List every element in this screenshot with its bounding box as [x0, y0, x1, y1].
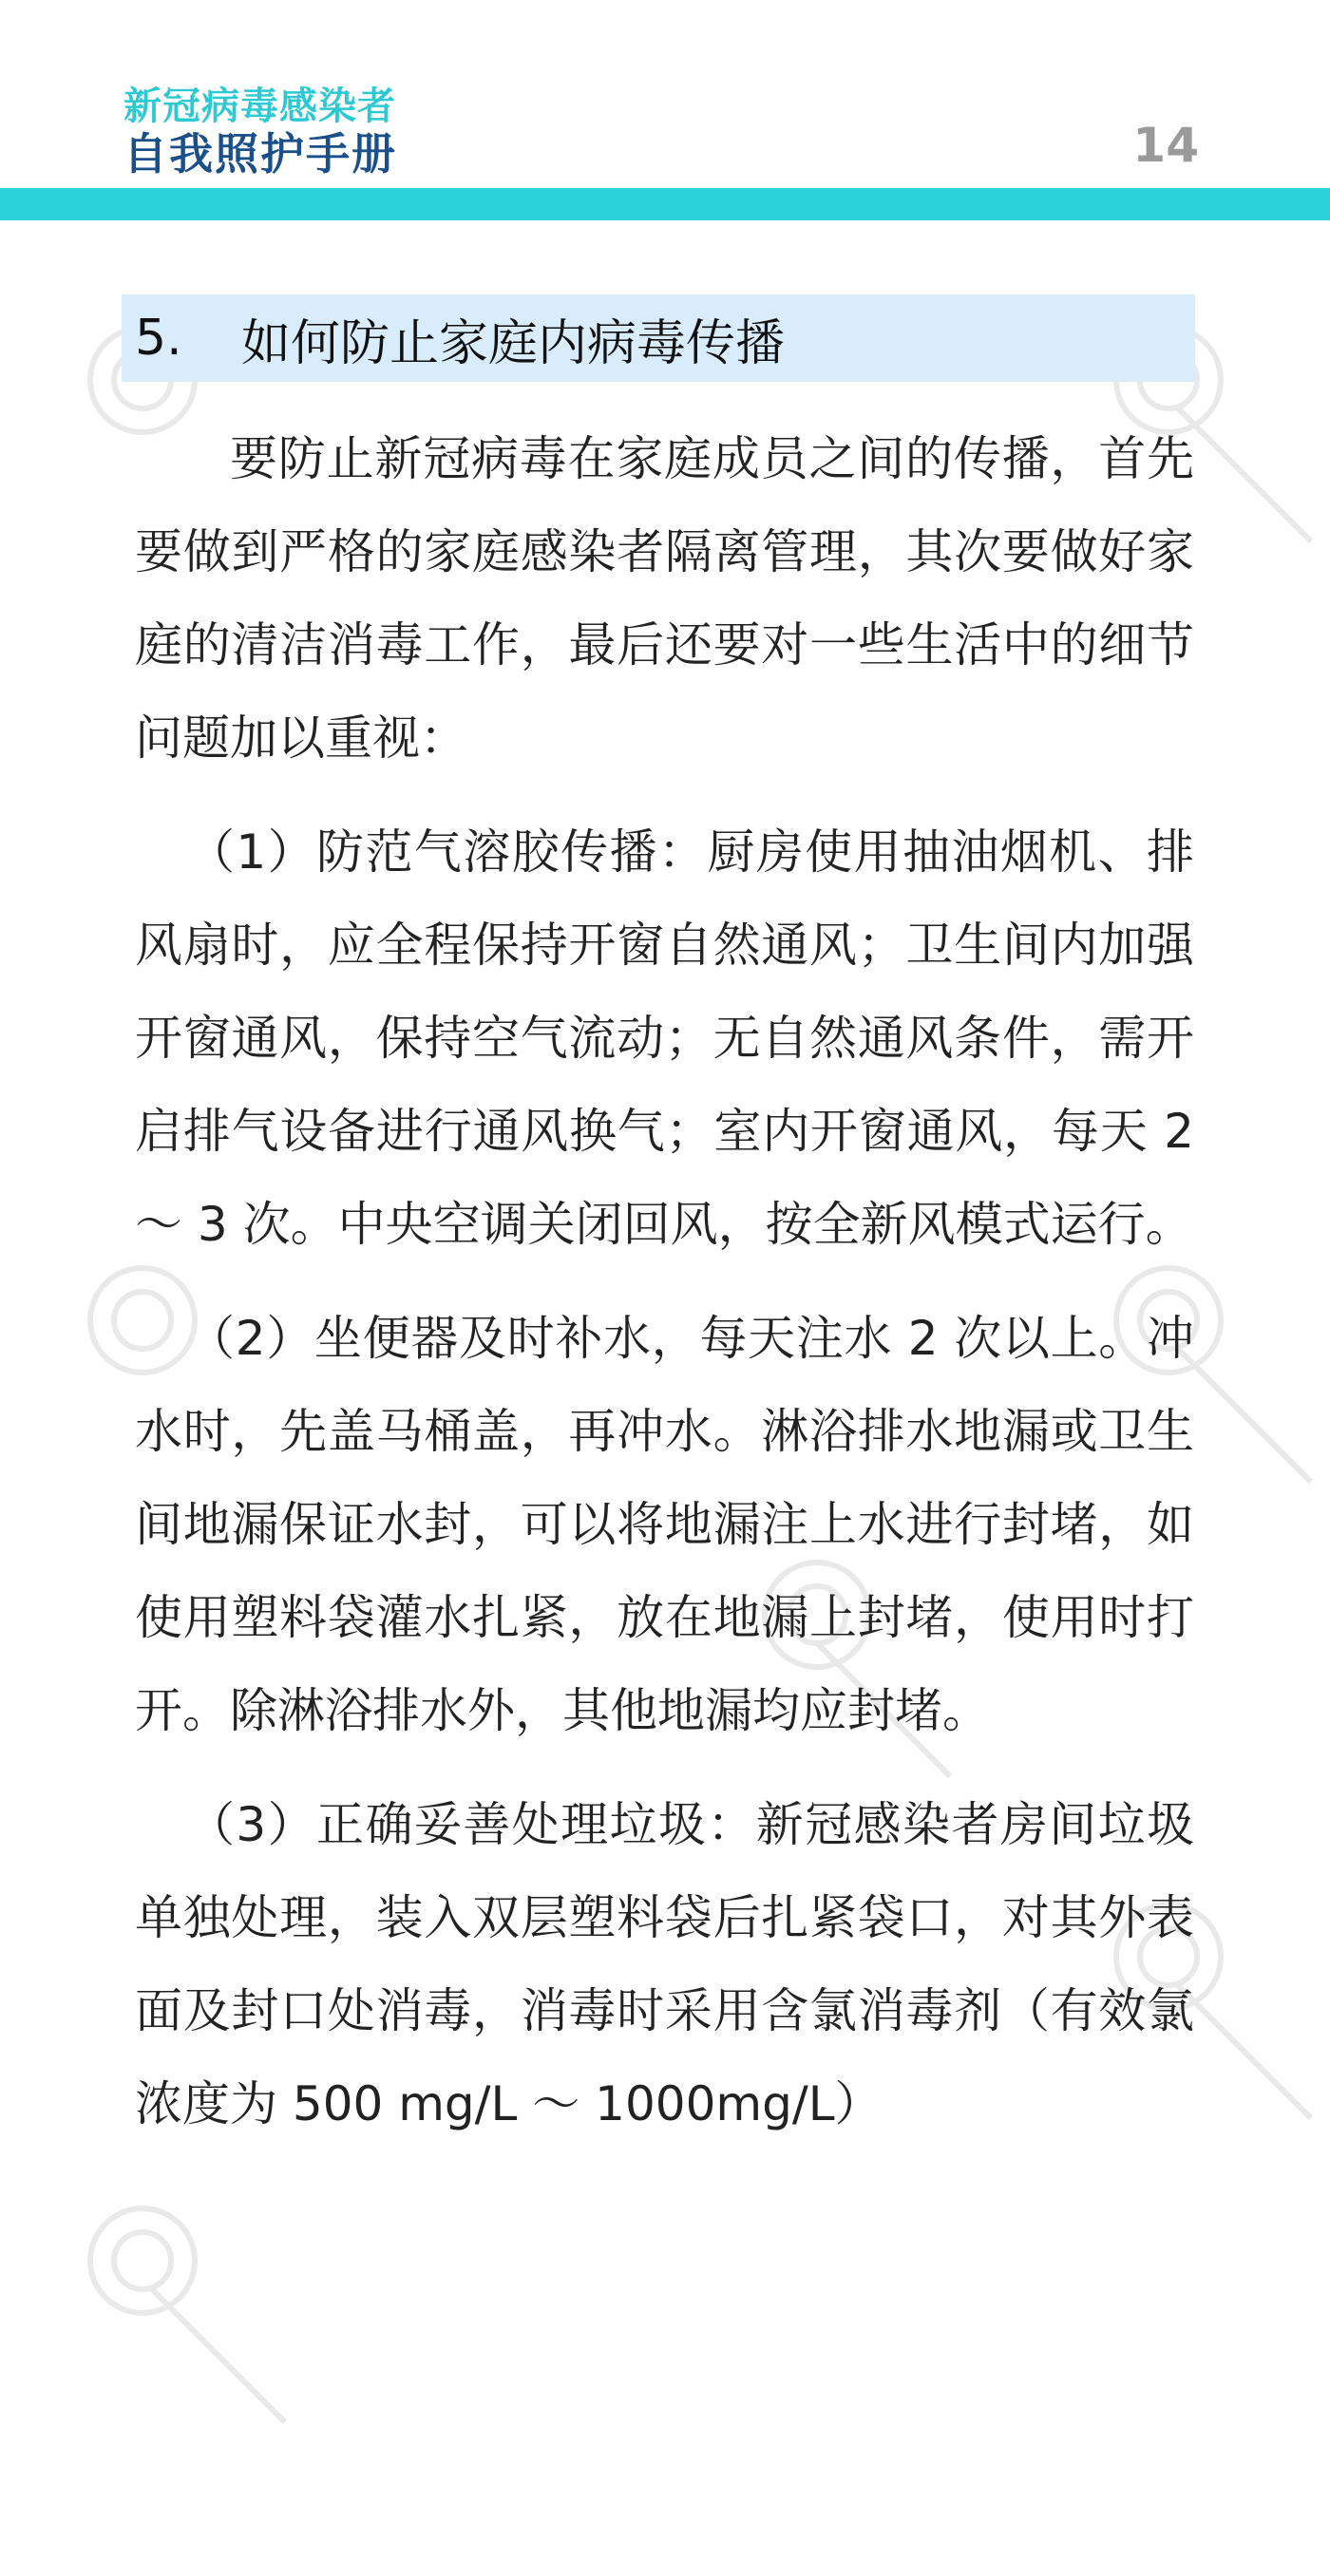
manual-title-line2: 自我照护手册 [124, 128, 397, 180]
paragraph-aerosol: （1）防范气溶胶传播：厨房使用抽油烟机、排风扇时，应全程保持开窗自然通风；卫生间内加强开窗通风，保持空气流动；无自然通风条件，需开启排气设备进行通风换气；室内开窗通风，每天 2 ～ 3 次。中央空调关闭回风，按全新风模式运行。 [135, 824, 1194, 1252]
paragraph-toilet: （2）坐便器及时补水，每天注水 2 次以上。冲水时，先盖马桶盖，再冲水。淋浴排水地漏或卫生间地漏保证水封，可以将地漏注上水进行封堵，如使用塑料袋灌水扎紧，放在地漏上封堵，使用时打开。除淋浴排水外，其他地漏均应封堵。 [135, 1311, 1194, 1738]
section-title: 如何防止家庭内病毒传播 [241, 314, 786, 372]
header-divider-bar [0, 188, 1330, 220]
paragraph-garbage: （3）正确妥善处理垃圾：新冠感染者房间垃圾单独处理，装入双层塑料袋后扎紧袋口，对其外表面及封口处消毒，消毒时采用含氯消毒剂（有效氯浓度为 500 mg/L ～ 1000mg/L） [135, 1797, 1194, 2131]
section-number: 5. [135, 310, 182, 367]
body-content [135, 412, 1194, 2150]
page-number: 14 [1132, 118, 1199, 173]
manual-title-line1: 新冠病毒感染者 [124, 85, 396, 128]
intro-paragraph: 要防止新冠病毒在家庭成员之间的传播，首先要做到严格的家庭感染者隔离管理，其次要做好家庭的清洁消毒工作，最后还要对一些生活中的细节问题加以重视： [135, 431, 1194, 766]
section-heading [122, 294, 1195, 382]
